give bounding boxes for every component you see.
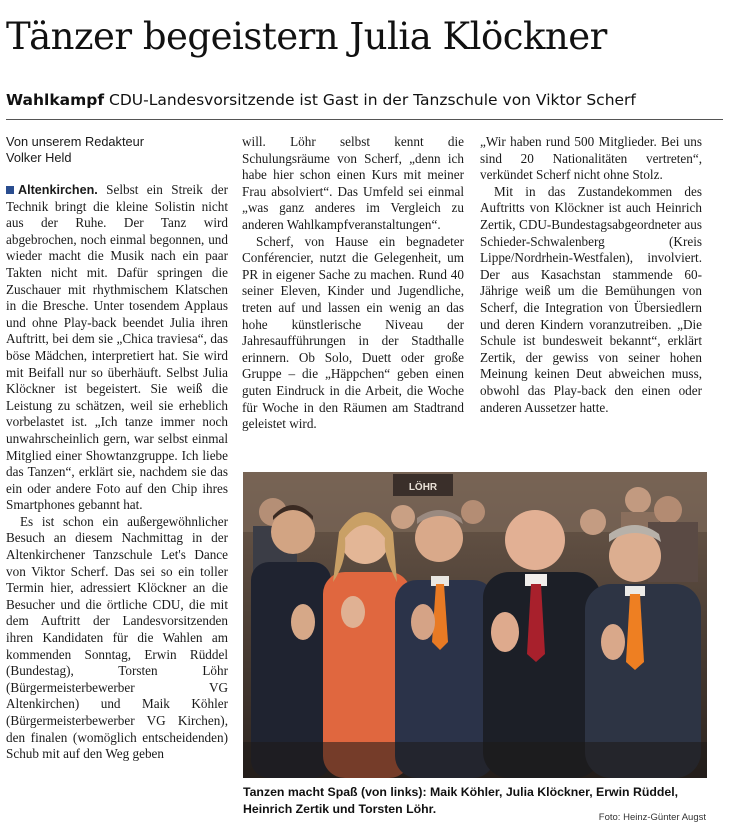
paragraph-text: Selbst ein Streik der Technik bringt die kleine Solistin nicht aus der Ruhe. Der Tanz wird abgebrochen, noch einmal begonnen, und wieder macht die Musik nach ein paar Takten nicht mit. Dafür springen die Zuschauer mit rhythmischem Klatschen in die Bresche. Unter tosendem Applaus und ohne Play-back beendet Julia ihren Auftritt, bei dem sie „Chica traviesa“, das böse Mädchen, interpretiert hat. Sie wird mit Beifall nur so überhäuft. Selbst Julia Klöckner ist begeistert. Sie weiß die Leistung zu schätzen, weil sie erheblich vorbelastet ist. „Ich tanze immer noch unwahrscheinlich gern, war selbst einmal Mitglied einer Showtanzgruppe. Ich liebe das Tanzen“, erklärt sie, nachdem sie das ein oder andere Foto auf den Chip ihres Smartphones gebannt hat. — [6, 182, 228, 513]
photo-credit: Foto: Heinz-Günter Augst — [598, 812, 706, 823]
subheadline-row — [6, 90, 726, 110]
photo-caption: Tanzen macht Spaß (von links): Maik Köhler, Julia Klöckner, Erwin Rüddel, Heinrich Zertik und Torsten Löhr. — [243, 785, 679, 816]
photo-illustration — [243, 472, 707, 778]
paragraph: „Wir haben rund 500 Mitglieder. Bei uns sind 20 Nationalitäten vertreten“, verkündet Scherf nicht ohne Stolz. — [480, 134, 702, 183]
headline-divider — [6, 119, 723, 120]
article-photo — [243, 472, 707, 778]
paragraph: Scherf, von Hause ein begnadeter Conférencier, nutzt die Gelegenheit, um PR in eigener Sache zu machen. Rund 40 seiner Eleven, Kinder und Jugendliche, treten auf und lassen ein wenig an das hohe künstlerische Niveau der Jahresaufführungen in der Stadthalle erinnern. Ob Solo, Duett oder große Gruppe – die „Häppchen“ geben einen guten Eindruck in die Arbeit, die Woche für Woche in den Räumen am Stadtrand geleistet wird. — [242, 233, 464, 432]
article-column-1 — [6, 134, 228, 763]
kicker: Wahlkampf — [6, 91, 105, 109]
byline-role: Von unserem Redakteur — [6, 134, 145, 149]
paragraph: Es ist schon ein außergewöhnlicher Besuch an diesem Nachmittag in der Altenkirchener Tanzschule Let's Dance von Viktor Scherf. Das sei so ein toller Termin hier, adressiert Klöckner an die Besucher und die örtliche CDU, die mit dem Auftritt der Landesvorsitzenden ihren Kandidaten für die Wahlen am kommenden Sonntag, Erwin Rüddel (Bundestag), Torsten Löhr (Bürgermeisterbewerber VG Altenkirchen) und Maik Köhler (Bürgermeisterbewerber VG Kirchen), den finalen (womöglich entscheidenden) Schub mit auf den Weg geben — [6, 513, 228, 762]
article-column-3 — [480, 134, 702, 416]
dateline-square-icon — [6, 186, 14, 194]
byline — [6, 134, 228, 166]
dateline: Altenkirchen. — [18, 183, 98, 197]
photo-sign: LÖHR — [408, 482, 438, 493]
article-column-2 — [242, 134, 464, 433]
byline-author: Volker Held — [6, 150, 72, 165]
paragraph: will. Löhr selbst kennt die Schulungsräume von Scherf, „denn ich habe hier schon einen Kurs mit meiner Frau absolviert“. Das Umfeld sei einmal „was ganz anderes im Vergleich zu anderen Wahlkampfveranstaltungen“. — [242, 134, 464, 232]
headline: Tänzer begeistern Julia Klöckner — [6, 15, 607, 58]
paragraph — [6, 182, 228, 514]
subheadline: CDU-Landesvorsitzende ist Gast in der Tanzschule von Viktor Scherf — [109, 91, 636, 109]
paragraph: Mit in das Zustandekommen des Auftritts von Klöckner ist auch Heinrich Zertik, CDU-Bundestagsabgeordneter aus Schieder-Schwalenberg (Kreis Lippe/Nordrhein-Westfalen), involviert. Der aus Kasachstan stammende 60-Jährige weiß um die Bemühungen von Scherf, die Integration von Übersiedlern und deren Kindern voranzutreiben. „Die Schule ist bundesweit bekannt“, erklärt Zertik, der gewiss von seiner hohen Meinung keinen Deut abweichen muss, obwohl das Play-back den einen oder anderen Aussetzer hatte. — [480, 183, 702, 415]
